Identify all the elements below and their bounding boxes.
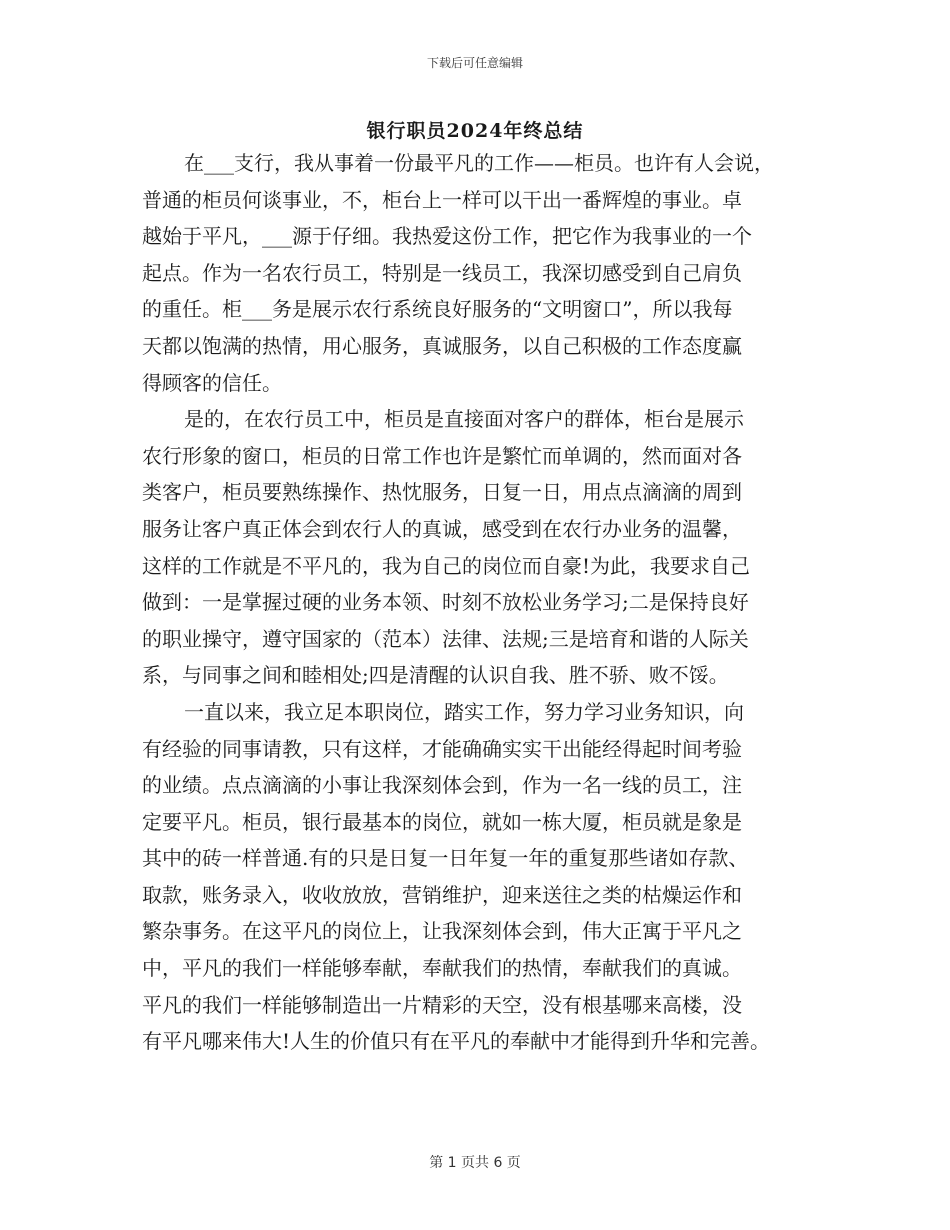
paragraph-line: 服务让客户真正体会到农行人的真诚，感受到在农行办业务的温馨，	[142, 516, 742, 541]
paragraph-line: 天都以饱满的热情，用心服务，真诚服务，以自己积极的工作态度赢	[142, 333, 742, 358]
paragraph-line: 农行形象的窗口，柜员的日常工作也许是繁忙而单调的，然而面对各	[142, 443, 742, 468]
header-note: 下载后可任意编辑	[426, 56, 523, 70]
paragraph-line: 其中的砖一样普通.有的只是日复一日年复一年的重复那些诸如存款、	[142, 846, 749, 871]
paragraph-line: 定要平凡。柜员，银行最基本的岗位，就如一栋大厦，柜员就是象是	[142, 809, 742, 834]
paragraph-line: 类客户，柜员要熟练操作、热忱服务，日复一日，用点点滴滴的周到	[142, 480, 742, 505]
paragraph-line: 平凡的我们一样能够制造出一片精彩的天空，没有根基哪来高楼，没	[142, 992, 742, 1017]
paragraph-line: 的职业操守，遵守国家的（范本）法律、法规;三是培育和谐的人际关	[142, 626, 749, 651]
document-body	[142, 148, 832, 1063]
paragraph-line: 有经验的同事请教，只有这样，才能确确实实干出能经得起时间考验	[142, 736, 742, 761]
paragraph-3	[142, 697, 832, 1063]
paragraph-line: 在___支行，我从事着一份最平凡的工作——柜员。也许有人会说，	[184, 151, 774, 175]
document-title: 银行职员2024年终总结	[366, 120, 584, 142]
paragraph-line: 得顾客的信任。	[142, 370, 282, 395]
page-number-footer: 第 1 页共 6 页	[429, 1155, 521, 1171]
paragraph-line: 取款，账务录入，收收放放，营销维护，迎来送往之类的枯燥运作和	[142, 882, 742, 907]
paragraph-line: 的业绩。点点滴滴的小事让我深刻体会到，作为一名一线的员工，注	[142, 773, 742, 798]
paragraph-line: 普通的柜员何谈事业，不，柜台上一样可以干出一番辉煌的事业。卓	[142, 187, 742, 212]
paragraph-line: 的重任。柜___务是展示农行系统良好服务的“文明窗口”，所以我每	[142, 297, 733, 322]
paragraph-line: 这样的工作就是不平凡的，我为自己的岗位而自豪!为此，我要求自己	[142, 553, 751, 578]
paragraph-line: 有平凡哪来伟大!人生的价值只有在平凡的奉献中才能得到升华和完善。	[142, 1029, 771, 1054]
paragraph-line: 越始于平凡，___源于仔细。我热爱这份工作，把它作为我事业的一个	[142, 224, 752, 249]
paragraph-line: 做到：一是掌握过硬的业务本领、时刻不放松业务学习;二是保持良好	[142, 590, 749, 615]
paragraph-line: 是的，在农行员工中，柜员是直接面对客户的群体，柜台是展示	[184, 407, 744, 432]
paragraph-line: 繁杂事务。在这平凡的岗位上，让我深刻体会到，伟大正寓于平凡之	[142, 919, 742, 944]
paragraph-line: 起点。作为一名农行员工，特别是一线员工，我深切感受到自己肩负	[142, 260, 742, 285]
paragraph-line: 一直以来，我立足本职岗位，踏实工作，努力学习业务知识，向	[184, 699, 744, 724]
paragraph-1	[142, 148, 832, 404]
paragraph-line: 系，与同事之间和睦相处;四是清醒的认识自我、胜不骄、败不馁。	[142, 663, 729, 688]
paragraph-2	[142, 404, 832, 697]
paragraph-line: 中，平凡的我们一样能够奉献，奉献我们的热情，奉献我们的真诚。	[142, 956, 742, 981]
